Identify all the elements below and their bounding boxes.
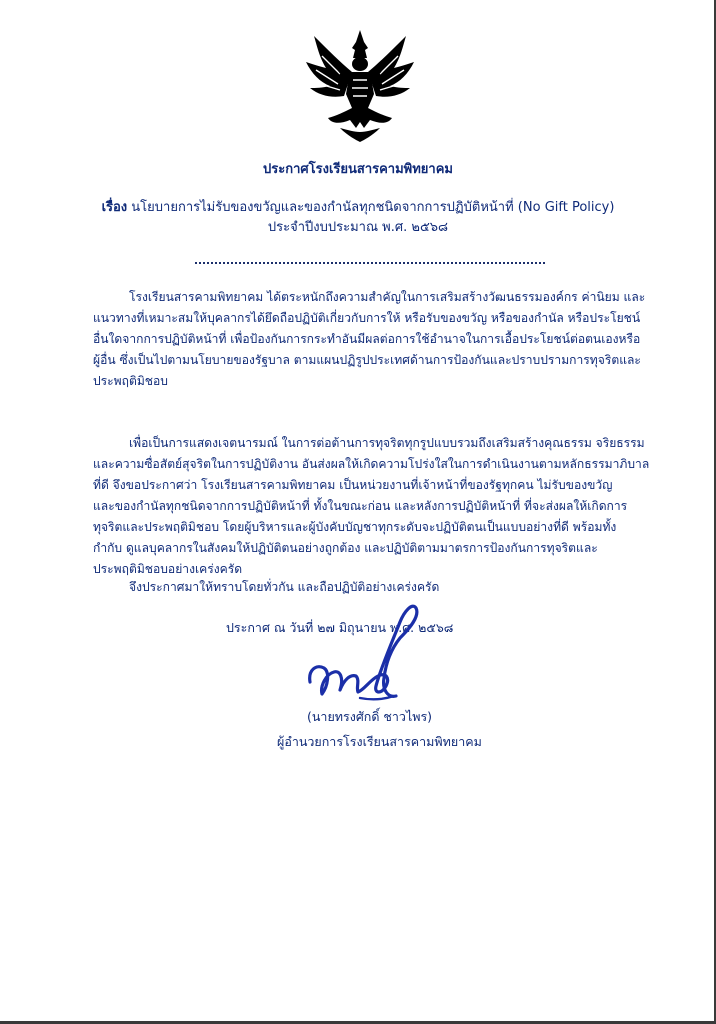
paragraph-2-line: ประพฤติมิชอบอย่างเคร่งครัด bbox=[93, 562, 243, 576]
paragraph-1-line: ผู้อื่น ซึ่งเป็นไปตามนโยบายของรัฐบาล ตามแผนปฏิรูปประเทศด้านการป้องกันและปราบปรามการทุจริตและ bbox=[93, 353, 641, 367]
paragraph-2-line: ที่ดี จึงขอประกาศว่า โรงเรียนสารคามพิทยาคม เป็นหน่วยงานที่เจ้าหน้าที่ของรัฐทุกคน ไม่รับของขวัญ bbox=[93, 478, 613, 492]
subject-label: เรื่อง bbox=[101, 200, 128, 215]
paragraph-1-line: อื่นใดจากการปฏิบัติหน้าที่ เพื่อป้องกันการกระทำอันมีผลต่อการใช้อำนาจในการเอื้อประโยชน์ต่อตนเองหรือ bbox=[93, 332, 641, 346]
paragraph-1-line: โรงเรียนสารคามพิทยาคม ได้ตระหนักถึงความสำคัญในการเสริมสร้างวัฒนธรรมองค์กร ค่านิยม และ bbox=[129, 290, 646, 304]
paragraph-2-line: ทุจริตและประพฤติมิชอบ โดยผู้บริหารและผู้บังคับบัญชาทุกระดับจะปฏิบัติตนเป็นแบบอย่างที่ดี พร้อมทั้ง bbox=[93, 520, 617, 534]
paragraph-1-line: ประพฤติมิชอบ bbox=[93, 374, 168, 388]
fiscal-year-line: ประจำปีงบประมาณ พ.ศ. ๒๕๖๘ bbox=[267, 220, 449, 235]
paragraph-1 bbox=[93, 287, 646, 392]
paragraph-3-line: จึงประกาศมาให้ทราบโดยทั่วกัน และถือปฏิบัติอย่างเคร่งครัด bbox=[129, 580, 440, 594]
paragraph-2-line: และของกำนัลทุกชนิดจากการปฏิบัติหน้าที่ ทั้งในขณะก่อน และหลังการปฏิบัติหน้าที่ ที่จะส่งผลให้เกิดการ bbox=[93, 499, 628, 513]
paragraph-2-line: เพื่อเป็นการแสดงเจตนารมณ์ ในการต่อต้านการทุจริตทุกรูปแบบรวมถึงเสริมสร้างคุณธรรม จริยธรรม bbox=[129, 436, 645, 450]
paragraph-2-line: กำกับ ดูแลบุคลากรในสังคมให้ปฏิบัติตนอย่างถูกต้อง และปฏิบัติตามมาตรการป้องกันการทุจริตและ bbox=[93, 541, 598, 555]
subject-text: นโยบายการไม่รับของขวัญและของกำนัลทุกชนิดจากการปฏิบัติหน้าที่ (No Gift Policy) bbox=[131, 200, 615, 215]
paragraph-2-line: และความซื่อสัตย์สุจริตในการปฏิบัติงาน อันส่งผลให้เกิดความโปร่งใสในการดำเนินงานตามหลักธรรมาภิบาล bbox=[93, 457, 650, 471]
signer-position: ผู้อำนวยการโรงเรียนสารคามพิทยาคม bbox=[277, 734, 482, 749]
announcement-date: ประกาศ ณ วันที่ ๒๗ มิถุนายน พ.ศ. ๒๕๖๘ bbox=[226, 620, 454, 635]
dotted-divider bbox=[195, 262, 545, 264]
subject-line bbox=[0, 198, 716, 218]
signature-image bbox=[300, 590, 430, 720]
announcement-title: ประกาศโรงเรียนสารคามพิทยาคม bbox=[263, 162, 453, 177]
paragraph-1-line: แนวทางที่เหมาะสมให้บุคลากรได้ยึดถือปฏิบัติเกี่ยวกับการให้ หรือรับของขวัญ หรือของกำนัล หรือประโยชน์ bbox=[93, 311, 641, 325]
signer-name: (นายทรงศักดิ์ ชาวไพร) bbox=[307, 709, 433, 724]
garuda-emblem-icon bbox=[300, 28, 420, 144]
paragraph-2 bbox=[93, 433, 650, 580]
